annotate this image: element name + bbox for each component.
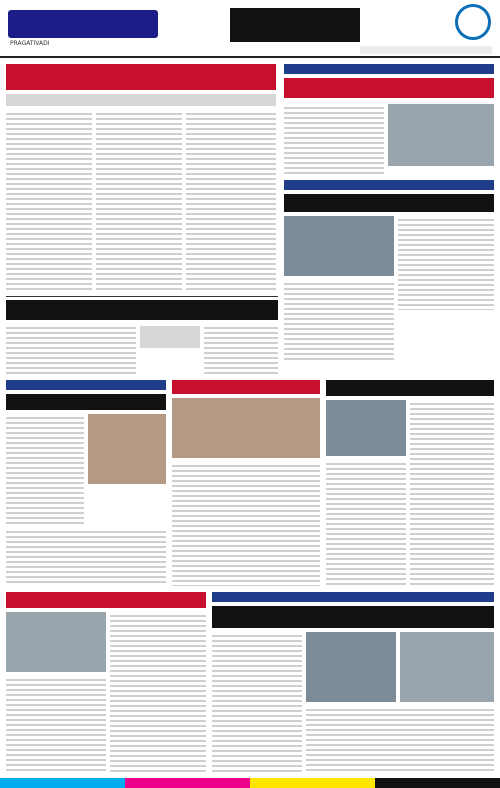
masthead (0, 0, 500, 58)
story-3-kicker (284, 180, 494, 190)
story-3-text-1 (398, 216, 494, 310)
story-9-text-1 (212, 632, 302, 772)
story-4-text-2 (204, 324, 278, 374)
story-9-kicker (212, 592, 494, 602)
masthead-logo-latin: PRAGATIVADI (10, 40, 50, 47)
lead-column-1 (6, 110, 92, 290)
story-7-headline (326, 380, 494, 396)
lead-subheadline (6, 94, 276, 106)
story-7-text-2 (326, 460, 406, 586)
story-5-text-1 (6, 414, 84, 524)
story-7-photo (326, 400, 406, 456)
story-9-headline (212, 606, 494, 628)
story-9-photo-2 (400, 632, 494, 702)
story-8-photo (6, 612, 106, 672)
lead-headline (6, 64, 276, 90)
story-4-headline (6, 300, 278, 320)
story-2-photo (388, 104, 494, 166)
story-8-text-2 (6, 676, 106, 772)
story-5-text-2 (6, 528, 166, 586)
story-2-text (284, 104, 384, 174)
anniversary-emblem (455, 4, 491, 40)
story-5-photo (88, 414, 166, 484)
lead-column-3 (186, 110, 276, 290)
dateline (360, 46, 492, 54)
story-4-pullquote (140, 326, 200, 348)
story-6-text (172, 462, 320, 586)
story-9-photo-1 (306, 632, 396, 702)
section-title (230, 8, 360, 42)
story-4-text-1 (6, 324, 136, 374)
story-6-photo (172, 398, 320, 458)
story-8-text-1 (110, 612, 206, 772)
story-3-headline (284, 194, 494, 212)
story-5-headline (6, 394, 166, 410)
story-5-kicker (6, 380, 166, 390)
story-9-text-2 (306, 706, 494, 772)
story-3-photo (284, 216, 394, 276)
masthead-logo (8, 10, 158, 38)
story-3-text-2 (284, 280, 394, 360)
story-6-headline (172, 380, 320, 394)
story-8-headline (6, 592, 206, 608)
story-7-text-1 (410, 400, 494, 586)
colour-registration-strip (0, 778, 500, 788)
divider (6, 296, 278, 297)
story-2-kicker (284, 64, 494, 74)
story-2-headline (284, 78, 494, 98)
lead-column-2 (96, 110, 182, 290)
